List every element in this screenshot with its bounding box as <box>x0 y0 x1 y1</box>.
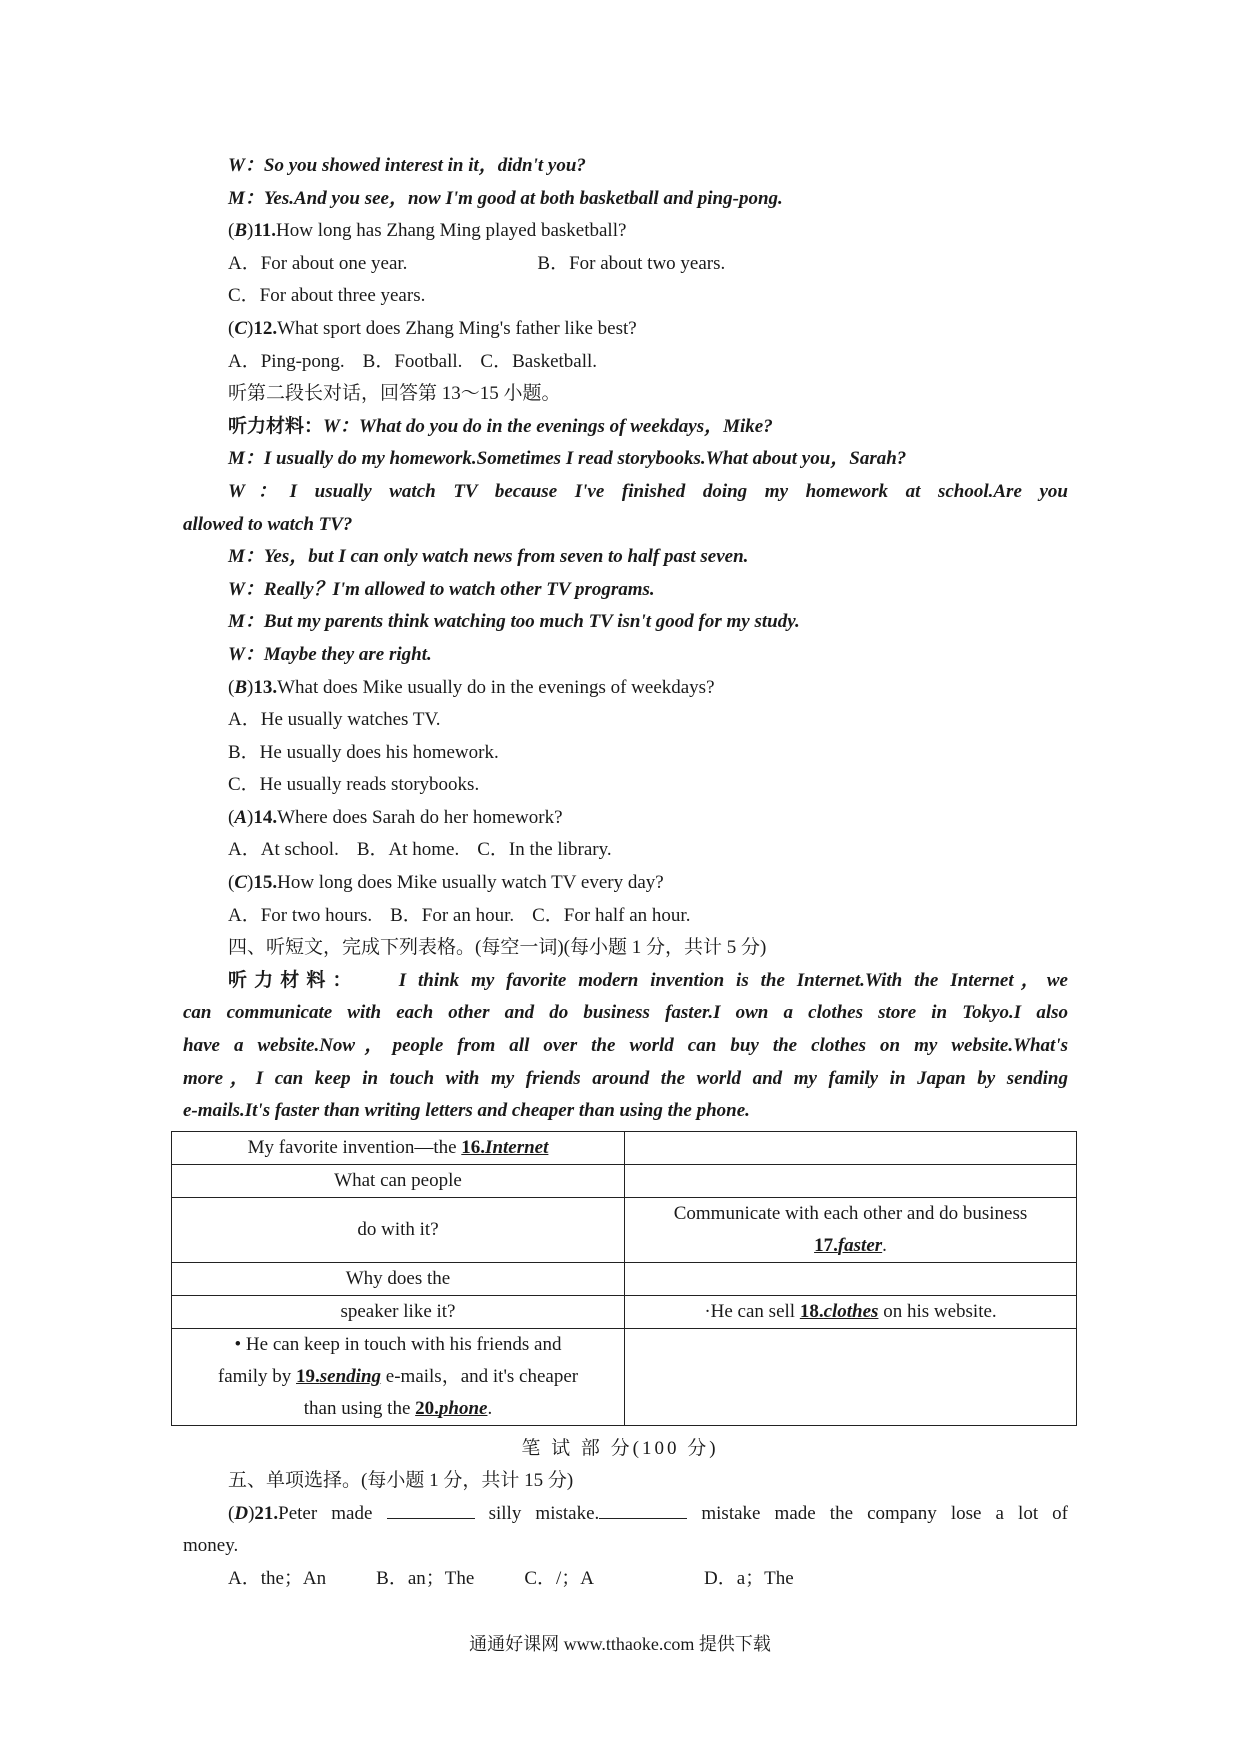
table-row <box>172 1165 1077 1198</box>
table-cell: speaker like it? <box>172 1296 625 1329</box>
table-cell: Why does the <box>172 1263 625 1296</box>
dialogue-line: W：So you showed interest in it，didn't you? <box>228 155 586 176</box>
written-section <box>183 1465 1068 1595</box>
dialogue-line: allowed to watch TV? <box>183 513 353 535</box>
passage-line: e-mails.It's faster than writing letters and cheaper than using the phone. <box>183 1100 750 1122</box>
written-section-title: 笔 试 部 分(100 分) <box>521 1438 719 1459</box>
options: A．For two hours. B．For an hour. C．For half an hour. <box>228 904 691 926</box>
dialogue-line: M：Yes，but I can only watch news from seven to half past seven. <box>228 546 749 568</box>
question-11: (B)11.How long has Zhang Ming played basketball? <box>228 220 627 242</box>
passage-line: more，I can keep in touch with my friends around the world and my family in Japan by sending <box>183 1067 1068 1089</box>
question-13: (B)13.What does Mike usually do in the evenings of weekdays? <box>228 676 715 698</box>
passage-line: can communicate with each other and do business faster.I own a clothes store in Tokyo.I also <box>183 1002 1068 1024</box>
table-cell: Communicate with each other and do business 17.faster. <box>625 1198 1077 1263</box>
dialogue-line: W：I usually watch TV because I've finished doing my homework at school.Are you <box>228 480 1068 502</box>
answer: B <box>234 676 248 698</box>
dialogue-line: W：Really？I'm allowed to watch other TV programs. <box>228 578 655 600</box>
table-cell <box>625 1132 1077 1165</box>
table-row <box>172 1198 1077 1263</box>
blank <box>599 1500 687 1519</box>
section-heading: 五、单项选择。(每小题 1 分，共计 15 分) <box>228 1470 574 1491</box>
table-cell: • He can keep in touch with his friends and family by 19.sending e-mails，and it's cheaper than using the 20.phone. <box>172 1329 625 1426</box>
blank <box>387 1500 475 1519</box>
option: A．He usually watches TV. <box>228 709 441 731</box>
option: C．For about three years. <box>228 285 426 307</box>
question-21: (D)21.Peter made silly mistake. mistake made the company lose a lot of <box>183 1498 1068 1531</box>
table-cell: ·He can sell 18.clothes on his website. <box>625 1296 1077 1329</box>
table-cell <box>625 1329 1077 1426</box>
table-cell: What can people <box>172 1165 625 1198</box>
answer: D <box>234 1502 249 1524</box>
question-14: (A)14.Where does Sarah do her homework? <box>228 806 563 828</box>
option: C．He usually reads storybooks. <box>228 774 480 796</box>
dialogue-line: M：But my parents think watching too much TV isn't good for my study. <box>228 611 800 633</box>
dialogue-line: M：Yes.And you see，now I'm good at both basketball and ping-pong. <box>228 187 783 209</box>
question-12: (C)12.What sport does Zhang Ming's father like best? <box>228 317 637 339</box>
answer: B <box>234 220 248 242</box>
options: A．For about one year. B．For about two years. <box>228 252 726 274</box>
option: B．He usually does his homework. <box>228 741 499 763</box>
dialogue-line: M：I usually do my homework.Sometimes I read storybooks.What about you，Sarah? <box>228 448 907 470</box>
passage-line: 听力材料： I think my favorite modern invention is the Internet.With the Internet，we <box>228 969 1068 991</box>
table-cell: My favorite invention—the 16.Internet <box>172 1132 625 1165</box>
table-row <box>172 1329 1077 1426</box>
answer-table <box>171 1131 1077 1426</box>
section-heading: 四、听短文，完成下列表格。(每空一词)(每小题 1 分，共计 5 分) <box>228 937 767 959</box>
listening-section <box>183 150 1068 1128</box>
passage-line: have a website.Now，people from all over the world can buy the clothes on my website.What's <box>183 1035 1068 1057</box>
page-footer: 通通好课网 www.tthaoke.com 提供下载 <box>469 1634 771 1654</box>
table-cell <box>625 1263 1077 1296</box>
table-cell: do with it? <box>172 1198 625 1263</box>
dialogue-line: W：Maybe they are right. <box>228 643 432 665</box>
table-row <box>172 1132 1077 1165</box>
options: A．At school. B．At home. C．In the library. <box>228 839 612 861</box>
question-continuation: money. <box>183 1535 239 1557</box>
answer: A <box>234 806 248 828</box>
table-row <box>172 1296 1077 1329</box>
options: A．the；An B．an；The C．/；A D．a；The <box>228 1567 794 1589</box>
answer: C <box>234 872 248 894</box>
section-instruction: 听第二段长对话，回答第 13～15 小题。 <box>228 383 561 405</box>
table-row <box>172 1263 1077 1296</box>
question-15: (C)15.How long does Mike usually watch TV every day? <box>228 872 664 894</box>
options: A．Ping-pong. B．Football. C．Basketball. <box>228 350 598 372</box>
table-cell <box>625 1165 1077 1198</box>
answer: C <box>234 317 248 339</box>
dialogue-line: 听力材料：W：What do you do in the evenings of weekdays，Mike? <box>228 415 773 437</box>
